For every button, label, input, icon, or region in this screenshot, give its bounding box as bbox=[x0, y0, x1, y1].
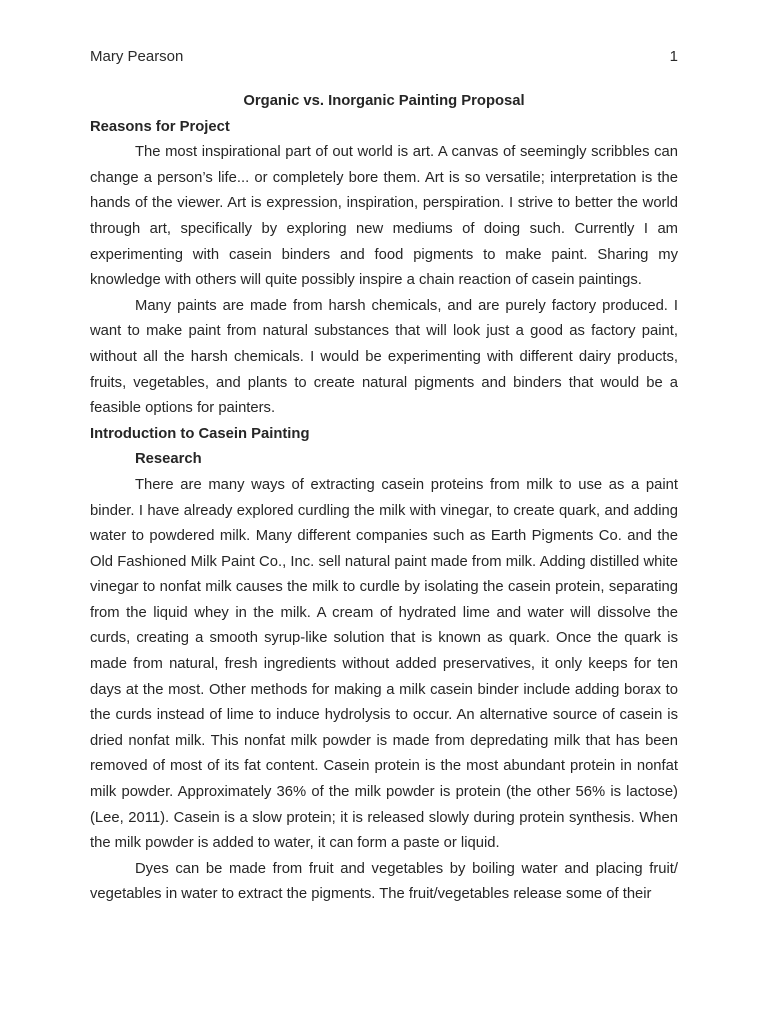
paragraph: Dyes can be made from fruit and vegetables by boiling water and placing fruit/ vegetables in water to extract the pigments. The fruit/vegetables release some of their bbox=[90, 860, 678, 903]
paragraph: The most inspirational part of out world is art. A canvas of seemingly scribbles can change a person’s life... or completely bore them. Art is so versatile; interpretation is the hands of the viewer. Art is expression, inspiration, perspiration. I strive to better the world through art, specifically by exploring new mediums of doing such. Currently I am experimenting with casein binders and food pigments to make paint. Sharing my knowledge with others will quite possibly inspire a chain reaction of casein paintings. bbox=[90, 144, 678, 289]
section-heading-reasons: Reasons for Project bbox=[90, 118, 230, 135]
page-header bbox=[90, 44, 678, 70]
author-name: Mary Pearson bbox=[90, 48, 184, 65]
subheading-research: Research bbox=[135, 451, 202, 468]
paragraph: Many paints are made from harsh chemicals, and are purely factory produced. I want to make paint from natural substances that will look just a good as factory paint, without all the harsh chemicals. I would be experimenting with different dairy products, fruits, vegetables, and plants to create natural pigments and binders that would be a feasible options for painters. bbox=[90, 297, 678, 417]
document-title: Organic vs. Inorganic Painting Proposal bbox=[243, 93, 525, 109]
document-body bbox=[90, 89, 678, 908]
section-heading-introduction: Introduction to Casein Painting bbox=[90, 425, 310, 442]
page-number: 1 bbox=[669, 48, 678, 65]
paragraph: There are many ways of extracting casein proteins from milk to use as a paint binder. I have already explored curdling the milk with vinegar, to create quark, and adding water to powdered milk. Many different companies such as Earth Pigments Co. and the Old Fashioned Milk Paint Co., Inc. sell natural paint made from milk. Adding distilled white vinegar to nonfat milk causes the milk to curdle by isolating the casein protein, separating from the liquid whey in the milk. A cream of hydrated lime and water will dissolve the curds, creating a smooth syrup-like solution that is known as quark. Once the quark is made from natural, fresh ingredients without added preservatives, it only keeps for ten days at the most. Other methods for making a milk casein binder include adding borax to the curds instead of lime to induce hydrolysis to occur. An alternative source of casein is dried nonfat milk. This nonfat milk powder is made from depredating milk that has been removed of most of its fat content. Casein protein is the most abundant protein in nonfat milk powder. Approximately 36% of the milk powder is protein (the other 56% is lactose) (Lee, 2011). Casein is a slow protein; it is released slowly during protein synthesis. When the milk powder is added to water, it can form a paste or liquid. bbox=[90, 476, 678, 852]
